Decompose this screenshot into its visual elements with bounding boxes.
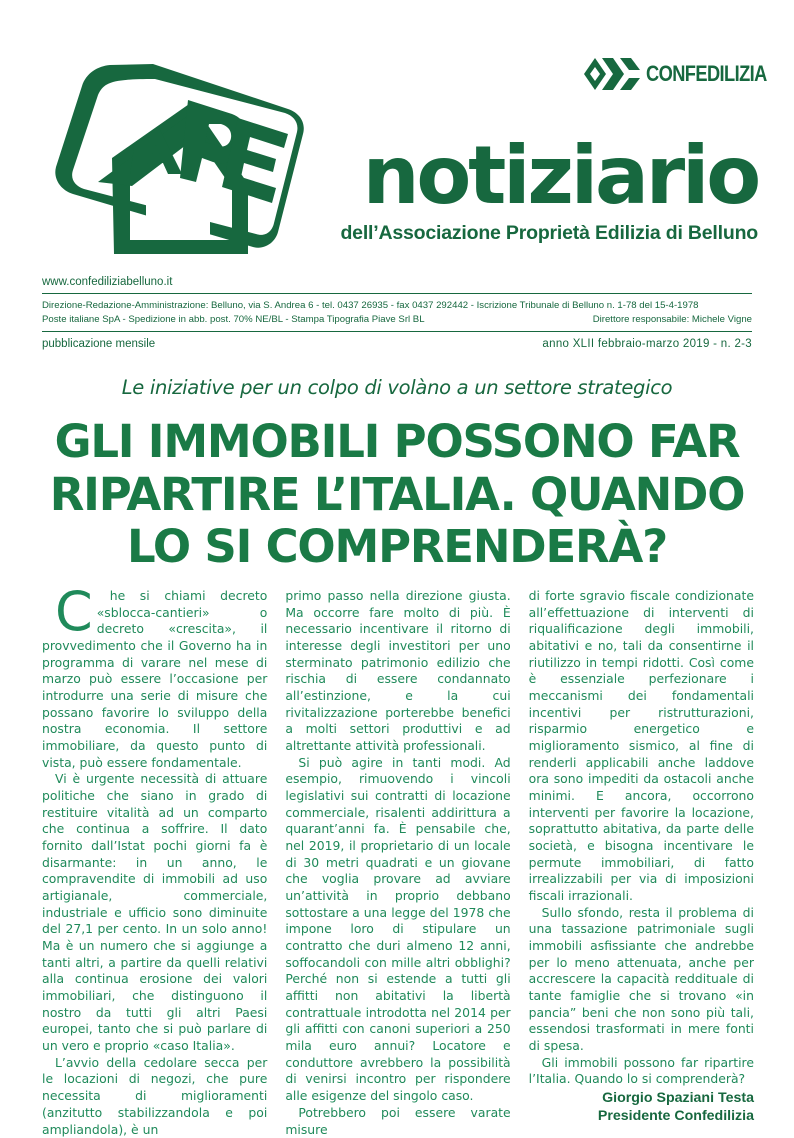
article-kicker: Le iniziative per un colpo di volàno a un settore strategico [121,376,673,399]
masthead [0,0,794,285]
paragraph: di forte sgravio fiscale condizionate all’effettuazione di interventi di riqualificazione degli immobili, abitativi e no, tali da consentirne il riutilizzo in tempi ridotti. Così come è essenziale perfezionare i meccanismi dei fondamentali incentivi per ristrutturazioni, risparmio energetico e miglioramento sismico, al fine di renderli applicabili anche laddove ora sono impediti da ostacoli anche minimi. E ancora, occorrono interventi per favorire la locazione, soprattutto abitativa, da parte delle società, e bisogna incentivare le permute immobiliari, di fatto irrealizzabili per via di imposizioni fiscali irrazionali. [528,588,754,904]
article-body [42,580,754,1137]
article-headline [42,416,752,574]
paragraph: L’avvio della cedolare secca per le locazioni di negozi, che pure necessita di miglioramenti (anzitutto stabilizzandola e poi ampliandola), è un [42,1054,268,1137]
paragraph: Vi è urgente necessità di attuare politiche che siano in grado di restituire vitalità ad un comparto che continua a soffrire. Il dato fornito dall’Istat pochi giorni fa è disarmante: in un anno, le compravendite di immobili ad uso artigianale, commerciale, industriale e ufficio sono diminuite del 27,1 per cento. In un solo anno! Ma è un numero che si aggiunge a tanti altri, a partire da quelli relativi alla continua erosione dei valori immobiliari, che distinguono il nostro da tutti gli altri Paesi europei, tanto che si può parlare di un vero e proprio «caso Italia». [42,771,268,1054]
article-column-2 [285,588,511,1137]
article-signature [529,1090,754,1126]
ape-house-monogram-icon [42,62,312,270]
imprint-line-1: Direzione-Redazione-Amministrazione: Belluno, via S. Andrea 6 - tel. 0437 26935 - fax 0437 292442 - Iscrizione Tribunale di Belluno n. 1-78 del 15-4-1978 [42,300,699,311]
article-column-1 [42,580,268,1137]
headline-line-1: GLI IMMOBILI POSSONO FAR [54,415,740,468]
issue-edition: anno XLII febbraio-marzo 2019 - n. 2-3 [542,337,752,350]
info-bars [42,276,752,350]
paragraph: Che si chiami decreto «sblocca-cantieri» o decreto «crescita», il provvedimento che il Governo ha in programma di varare nel mese di marzo può essere l’occasione per introdurre una serie di misure che possano favorire lo sviluppo della nostra economia. Il settore immobiliare, da questo punto di vista, può essere fondamentale. [42,580,268,770]
headline-line-3: LO SI COMPRENDERÀ? [127,520,667,574]
signature-role: Presidente Confedilizia [597,1107,754,1124]
paragraph: primo passo nella direzione giusta. Ma occorre fare molto di più. È necessario incentivare il ritorno di interesse degli investitori per uno sterminato patrimonio edilizio che rischia di essere condannato all’estinzione, e la cui rivitalizzazione porterebbe benefici a molti settori produttivi e ad altrettante attività professionali. [285,588,511,754]
imprint-printer: Poste italiane SpA - Spedizione in abb. post. 70% NE/BL - Stampa Tipografia Piave Srl BL [42,313,425,325]
imprint-line-2 [42,313,752,327]
imprint-director: Direttore responsabile: Michele Vigne [592,313,752,325]
website-url[interactable]: www.confediliziabelluno.it [42,276,173,288]
confedilizia-glyph-icon [582,54,642,94]
confedilizia-wordmark: CONFEDILIZIA [646,61,767,87]
paragraph: Gli immobili possono far ripartire l’Italia. Quando lo si comprenderà? [528,1054,754,1087]
page-subtitle: dell’Associazione Proprietà Edilizia di Belluno [340,222,758,244]
issue-bar [42,332,752,350]
signature-name: Giorgio Spaziani Testa [602,1090,754,1107]
paragraph: Potrebbero poi essere varate misure [285,1104,511,1137]
page-title: notiziario [362,129,758,222]
headline-line-2: RIPARTIRE L’ITALIA. QUANDO [49,467,745,521]
paragraph: Sullo sfondo, resta il problema di una tassazione patrimoniale sugli immobili asfissiante che andrebbe per lo meno attenuata, anche per accrescere la capacità reddituale di tante famiglie che si trovano «in pancia” beni che non sono più tali, essendosi trasformati in mere fonti di spesa. [528,904,754,1054]
confedilizia-logo [582,52,767,96]
article-column-3 [528,588,754,1124]
imprint-block [42,294,752,331]
title-block [330,129,758,245]
paragraph: Si può agire in tanti modi. Ad esempio, rimuovendo i vincoli legislativi sui contratti di locazione commerciale, risalenti addirittura a quarant’anni fa. È pensabile che, nel 2019, il proprietario di un locale di 30 metri quadrati e un giovane che voglia provare ad avviare un’attività in proprio debbano sottostare a una legge del 1978 che impone loro di stipulare un contratto che duri almeno 12 anni, soffocandoli con mille altri obblighi? Perché non si estende a tutti gli affitti non abitativi la libertà contrattuale introdotta nel 2014 per gli affitti con canoni superiori a 250 mila euro annui? Locatore e conduttore avrebbero la possibilità di venirsi incontro per rispondere alle esigenze del singolo caso. [285,754,511,1104]
publication-frequency: pubblicazione mensile [42,337,156,350]
